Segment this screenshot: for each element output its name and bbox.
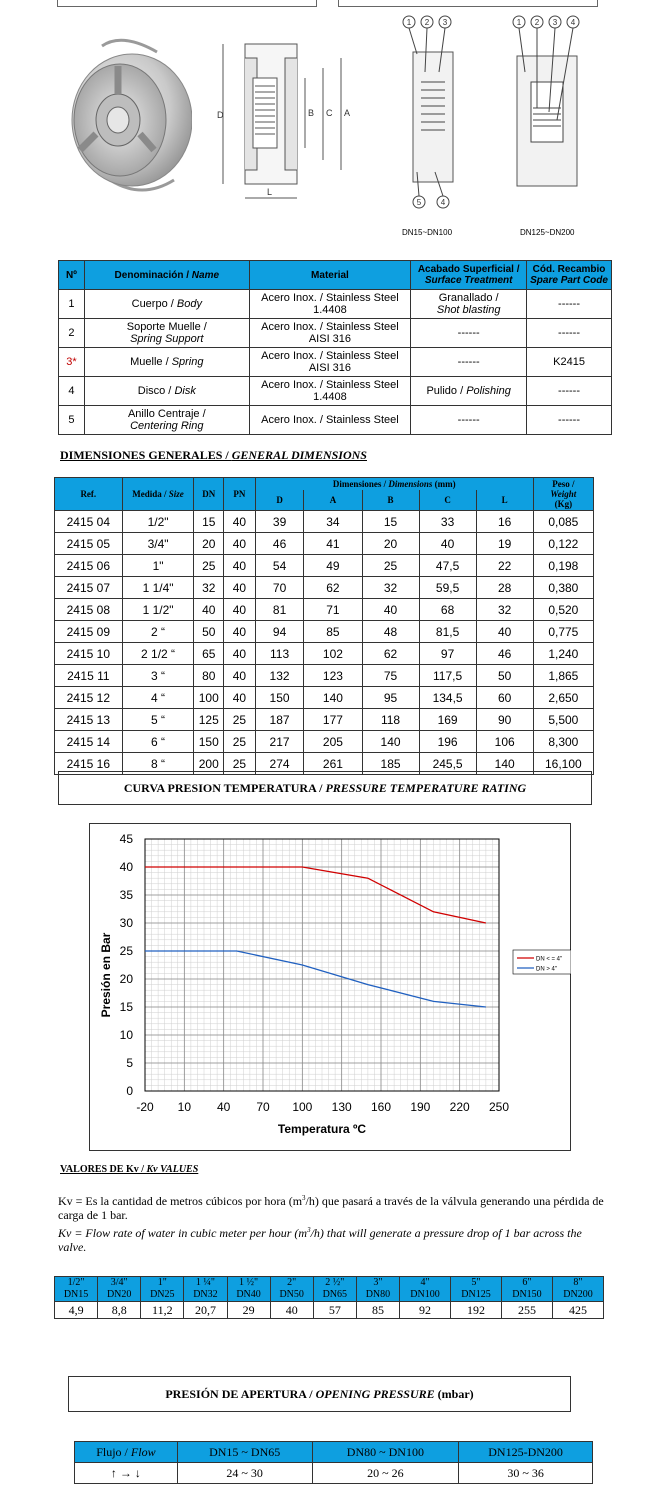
kv-values-cell: 425 (552, 1302, 603, 1319)
y-tick-label: 25 (119, 944, 133, 958)
dim-label-b: B (308, 108, 315, 118)
cell-b: 32 (362, 577, 419, 599)
kv-dns-cell: DN32 (184, 1289, 227, 1302)
kv-values-cell: 4,9 (55, 1302, 98, 1319)
cell-d: 46 (255, 533, 304, 555)
cell-dn: 200 (194, 753, 224, 775)
parts-row (59, 406, 612, 435)
cell-c: 33 (419, 511, 476, 533)
y-tick-label: 5 (126, 1056, 133, 1070)
header-b: B (362, 490, 419, 510)
cell-c: 196 (419, 731, 476, 753)
header-dn: DN (194, 478, 224, 511)
cell-ref: 2415 08 (55, 599, 123, 621)
kv-description-es: Kv = Es la cantidad de metros cúbicos por hora $(m^3/h)$ que pasará a través de la válvula generando una pérdida de carga de 1 bar. (58, 1194, 604, 1222)
cell-ref: 2415 14 (55, 731, 123, 753)
cell-d: 81 (255, 599, 304, 621)
part-number: 4 (59, 377, 85, 406)
cell-size: 1/2" (122, 511, 194, 533)
part-code: K2415 (527, 348, 612, 377)
cell-l: 32 (476, 599, 533, 621)
cell-size: 5 “ (122, 709, 194, 731)
cell-size: 2 “ (122, 621, 194, 643)
header-size: Medida / Size (122, 478, 194, 511)
cell-c: 245,5 (419, 753, 476, 775)
part-name: Disco / Disk (84, 377, 249, 406)
cell-dn: 80 (194, 665, 224, 687)
kv-dns-cell: DN150 (501, 1289, 552, 1302)
cell-pn: 25 (224, 731, 256, 753)
kv-table (54, 1276, 604, 1319)
kv-sizes-cell: 5" (450, 1277, 501, 1290)
cell-l: 50 (476, 665, 533, 687)
part-name: Anillo Centraje / Centering Ring (84, 406, 249, 435)
section-drawing-large (505, 12, 595, 202)
x-tick-label: 70 (256, 1100, 270, 1114)
dim-label-a: A (344, 108, 351, 118)
cell-ref: 2415 11 (55, 665, 123, 687)
x-tick-label: 220 (449, 1100, 470, 1114)
cell-l: 90 (476, 709, 533, 731)
header-ref: Ref. (55, 478, 123, 511)
kv-values-cell: 192 (450, 1302, 501, 1319)
cell-pn: 40 (224, 621, 256, 643)
kv-sizes-cell: 1 ¼" (184, 1277, 227, 1290)
caption-dn-small: DN15~DN100 (402, 228, 453, 237)
section-drawing-dimensions (205, 38, 355, 213)
x-tick-label: 160 (370, 1100, 392, 1114)
cell-dn: 32 (194, 577, 224, 599)
part-material: Acero Inox. / Stainless Steel 1.4408 (249, 377, 411, 406)
cell-a: 49 (304, 555, 362, 577)
kv-description-en: Kv = Flow rate of water in cubic meter per hour $(m^3/h)$ that will generate a pressure drop of 1 bar across the valve. (58, 1226, 582, 1254)
dimension-row (55, 511, 594, 533)
header-dn80-dn100: DN80 ~ DN100 (312, 1442, 459, 1463)
cell-ref: 2415 10 (55, 643, 123, 665)
header-name: Denominación / Name (84, 261, 249, 290)
cell-d: 70 (255, 577, 304, 599)
callout-2: 2 (424, 18, 430, 27)
cell-c: 169 (419, 709, 476, 731)
header-dn125-dn200: DN125-DN200 (459, 1442, 593, 1463)
cell-weight: 0,122 (533, 533, 593, 555)
part-surface: Pulido / Polishing (411, 377, 527, 406)
header-code: Cód. Recambio Spare Part Code (527, 261, 612, 290)
cell-ref: 2415 09 (55, 621, 123, 643)
kv-values-cell: 92 (400, 1302, 451, 1319)
dimension-row (55, 555, 594, 577)
cell-weight: 16,100 (533, 753, 593, 775)
cell-a: 85 (304, 621, 362, 643)
legend-label-1: DN < = 4" (536, 956, 563, 963)
dimension-row (55, 709, 594, 731)
parts-table (58, 260, 612, 435)
callout-5: 5 (416, 198, 422, 207)
cell-b: 62 (362, 643, 419, 665)
part-number: 3* (59, 348, 85, 377)
kv-sizes-cell: 2" (270, 1277, 313, 1290)
cell-l: 28 (476, 577, 533, 599)
x-tick-label: 250 (488, 1100, 510, 1114)
header-surface: Acabado Superficial / Surface Treatment (411, 261, 527, 290)
kv-dns-cell: DN200 (552, 1289, 603, 1302)
cell-d: 39 (255, 511, 304, 533)
part-code: ------ (527, 319, 612, 348)
dim-label-d: D (217, 110, 224, 120)
top-box-left (57, 0, 317, 7)
cell-l: 106 (476, 731, 533, 753)
header-d: D (255, 490, 304, 510)
cell-weight: 2,650 (533, 687, 593, 709)
kv-dns-cell: DN20 (98, 1289, 141, 1302)
cell-l: 40 (476, 621, 533, 643)
cell-weight: 5,500 (533, 709, 593, 731)
cell-dn: 100 (194, 687, 224, 709)
header-flow: Flujo / Flow (75, 1442, 178, 1463)
cell-b: 48 (362, 621, 419, 643)
cell-weight: 8,300 (533, 731, 593, 753)
y-tick-label: 35 (119, 888, 133, 902)
flow-arrows: ↑ → ↓ (75, 1463, 178, 1484)
kv-values-cell: 57 (313, 1302, 356, 1319)
pressure-temperature-chart (89, 823, 571, 1151)
top-box-right (338, 0, 598, 7)
cell-a: 123 (304, 665, 362, 687)
dimension-row (55, 599, 594, 621)
cell-c: 81,5 (419, 621, 476, 643)
x-tick-label: -20 (136, 1100, 154, 1114)
curve-title: CURVA PRESION TEMPERATURA / PRESSURE TEMPERATURE RATING (58, 771, 592, 805)
valve-photo (62, 30, 192, 205)
cell-weight: 0,520 (533, 599, 593, 621)
y-tick-label: 30 (119, 916, 133, 930)
cell-c: 40 (419, 533, 476, 555)
cell-pn: 40 (224, 577, 256, 599)
kv-sizes-cell: 1 ½" (227, 1277, 270, 1290)
part-surface: ------ (411, 348, 527, 377)
cell-b: 40 (362, 599, 419, 621)
parts-row (59, 319, 612, 348)
kv-dns-cell: DN50 (270, 1289, 313, 1302)
opening-value-small: 24 ~ 30 (177, 1463, 312, 1484)
cell-size: 1 1/4" (122, 577, 194, 599)
cell-pn: 40 (224, 533, 256, 555)
cell-a: 205 (304, 731, 362, 753)
dim-label-l: L (267, 187, 273, 197)
kv-sizes-cell: 8" (552, 1277, 603, 1290)
kv-dns-cell: DN65 (313, 1289, 356, 1302)
cell-b: 185 (362, 753, 419, 775)
opening-value-medium: 20 ~ 26 (312, 1463, 459, 1484)
cell-dn: 40 (194, 599, 224, 621)
cell-size: 8 “ (122, 753, 194, 775)
cell-dn: 150 (194, 731, 224, 753)
kv-sizes-cell: 3" (356, 1277, 399, 1290)
cell-l: 46 (476, 643, 533, 665)
kv-sizes-cell: 4" (400, 1277, 451, 1290)
y-tick-label: 20 (119, 972, 133, 986)
cell-dn: 65 (194, 643, 224, 665)
header-dn15-dn65: DN15 ~ DN65 (177, 1442, 312, 1463)
dim-label-c: C (326, 108, 333, 118)
header-pn: PN (224, 478, 256, 511)
parts-row (59, 377, 612, 406)
kv-values-cell: 85 (356, 1302, 399, 1319)
y-tick-label: 15 (119, 1000, 133, 1014)
cell-a: 34 (304, 511, 362, 533)
cell-a: 62 (304, 577, 362, 599)
part-name: Cuerpo / Body (84, 290, 249, 319)
cell-a: 41 (304, 533, 362, 555)
callout-4: 4 (440, 198, 446, 207)
cell-dn: 20 (194, 533, 224, 555)
x-tick-label: 10 (177, 1100, 192, 1114)
kv-values-cell: 255 (501, 1302, 552, 1319)
part-name: Muelle / Spring (84, 348, 249, 377)
callout-large-2: 2 (534, 18, 540, 27)
callout-large-1: 1 (516, 18, 522, 27)
cell-l: 22 (476, 555, 533, 577)
y-tick-label: 45 (119, 832, 133, 846)
part-material: Acero Inox. / Stainless Steel (249, 406, 411, 435)
kv-values-cell: 11,2 (141, 1302, 184, 1319)
cell-a: 261 (304, 753, 362, 775)
cell-d: 94 (255, 621, 304, 643)
cell-weight: 0,380 (533, 577, 593, 599)
header-dimensions: Dimensiones / Dimensions (mm) (255, 478, 533, 491)
section-drawing-small (395, 12, 475, 212)
cell-dn: 50 (194, 621, 224, 643)
x-axis-label: Temperatura ºC (277, 1122, 367, 1136)
callout-large-4: 4 (570, 18, 576, 27)
kv-dns-cell: DN40 (227, 1289, 270, 1302)
x-tick-label: 40 (216, 1100, 231, 1114)
cell-l: 16 (476, 511, 533, 533)
dimension-row (55, 643, 594, 665)
part-surface: ------ (411, 319, 527, 348)
cell-d: 150 (255, 687, 304, 709)
kv-sizes-cell: 6" (501, 1277, 552, 1290)
cell-pn: 40 (224, 555, 256, 577)
cell-weight: 1,240 (533, 643, 593, 665)
part-surface: Granallado / Shot blasting (411, 290, 527, 319)
cell-ref: 2415 16 (55, 753, 123, 775)
cell-d: 217 (255, 731, 304, 753)
header-l: L (476, 490, 533, 510)
cell-c: 68 (419, 599, 476, 621)
x-tick-label: 190 (410, 1100, 431, 1114)
kv-sizes-cell: 3/4" (98, 1277, 141, 1290)
opening-pressure-title: PRESIÓN DE APERTURA / OPENING PRESSURE (mbar) (68, 1376, 571, 1412)
header-material: Material (249, 261, 411, 290)
cell-b: 118 (362, 709, 419, 731)
part-number: 5 (59, 406, 85, 435)
dimension-row (55, 665, 594, 687)
cell-ref: 2415 12 (55, 687, 123, 709)
dimension-row (55, 687, 594, 709)
cell-c: 47,5 (419, 555, 476, 577)
cell-c: 134,5 (419, 687, 476, 709)
cell-b: 140 (362, 731, 419, 753)
cell-l: 60 (476, 687, 533, 709)
callout-3: 3 (442, 18, 448, 27)
kv-dns-cell: DN100 (400, 1289, 451, 1302)
part-material: Acero Inox. / Stainless Steel 1.4408 (249, 290, 411, 319)
cell-l: 140 (476, 753, 533, 775)
cell-b: 15 (362, 511, 419, 533)
legend-label-2: DN > 4" (536, 966, 557, 973)
parts-row (59, 290, 612, 319)
cell-b: 95 (362, 687, 419, 709)
part-surface: ------ (411, 406, 527, 435)
kv-dns-cell: DN25 (141, 1289, 184, 1302)
callout-1: 1 (406, 18, 412, 27)
header-weight: Peso / Weight (Kg) (533, 478, 593, 511)
cell-size: 3 “ (122, 665, 194, 687)
cell-pn: 40 (224, 511, 256, 533)
part-code: ------ (527, 406, 612, 435)
cell-l: 19 (476, 533, 533, 555)
part-code: ------ (527, 290, 612, 319)
kv-values-cell: 29 (227, 1302, 270, 1319)
kv-dns-cell: DN80 (356, 1289, 399, 1302)
header-no: Nº (59, 261, 85, 290)
cell-dn: 15 (194, 511, 224, 533)
dimension-row (55, 621, 594, 643)
part-material: Acero Inox. / Stainless Steel AISI 316 (249, 319, 411, 348)
cell-size: 4 “ (122, 687, 194, 709)
cell-d: 132 (255, 665, 304, 687)
parts-row (59, 348, 612, 377)
callout-large-3: 3 (552, 18, 558, 27)
cell-d: 187 (255, 709, 304, 731)
cell-weight: 1,865 (533, 665, 593, 687)
kv-sizes-cell: 2 ½" (313, 1277, 356, 1290)
cell-dn: 125 (194, 709, 224, 731)
kv-title: VALORES DE Kv / Kv VALUES (60, 1164, 199, 1175)
cell-b: 20 (362, 533, 419, 555)
cell-c: 97 (419, 643, 476, 665)
header-c: C (419, 490, 476, 510)
dimension-row (55, 533, 594, 555)
cell-c: 117,5 (419, 665, 476, 687)
part-name: Soporte Muelle / Spring Support (84, 319, 249, 348)
cell-size: 6 “ (122, 731, 194, 753)
cell-size: 2 1/2 “ (122, 643, 194, 665)
cell-ref: 2415 07 (55, 577, 123, 599)
kv-values-cell: 40 (270, 1302, 313, 1319)
cell-d: 113 (255, 643, 304, 665)
y-axis-label: Presión en Bar (99, 932, 113, 1018)
dimensions-title: DIMENSIONES GENERALES / GENERAL DIMENSIONS (60, 448, 367, 462)
cell-ref: 2415 05 (55, 533, 123, 555)
part-code: ------ (527, 377, 612, 406)
cell-size: 3/4" (122, 533, 194, 555)
cell-weight: 0,775 (533, 621, 593, 643)
cell-weight: 0,198 (533, 555, 593, 577)
cell-a: 140 (304, 687, 362, 709)
cell-a: 177 (304, 709, 362, 731)
cell-d: 54 (255, 555, 304, 577)
dimension-row (55, 577, 594, 599)
cell-pn: 40 (224, 687, 256, 709)
cell-c: 59,5 (419, 577, 476, 599)
cell-a: 102 (304, 643, 362, 665)
x-tick-label: 130 (331, 1100, 352, 1114)
cell-pn: 40 (224, 643, 256, 665)
cell-size: 1" (122, 555, 194, 577)
opening-pressure-table (74, 1441, 593, 1484)
header-a: A (304, 490, 362, 510)
cell-ref: 2415 06 (55, 555, 123, 577)
kv-sizes-cell: 1/2" (55, 1277, 98, 1290)
opening-value-large: 30 ~ 36 (459, 1463, 593, 1484)
kv-dns-cell: DN15 (55, 1289, 98, 1302)
y-tick-label: 40 (119, 860, 133, 874)
x-tick-label: 100 (292, 1100, 313, 1114)
cell-dn: 25 (194, 555, 224, 577)
kv-values-cell: 20,7 (184, 1302, 227, 1319)
cell-weight: 0,085 (533, 511, 593, 533)
cell-ref: 2415 13 (55, 709, 123, 731)
cell-ref: 2415 04 (55, 511, 123, 533)
cell-b: 75 (362, 665, 419, 687)
parts-header-row (59, 261, 612, 290)
cell-size: 1 1/2" (122, 599, 194, 621)
part-material: Acero Inox. / Stainless Steel AISI 316 (249, 348, 411, 377)
part-number: 2 (59, 319, 85, 348)
kv-dns-cell: DN125 (450, 1289, 501, 1302)
cell-pn: 40 (224, 599, 256, 621)
cell-a: 71 (304, 599, 362, 621)
dimensions-table (54, 477, 594, 775)
caption-dn-large: DN125~DN200 (520, 228, 575, 237)
cell-d: 274 (255, 753, 304, 775)
cell-pn: 25 (224, 753, 256, 775)
cell-pn: 40 (224, 665, 256, 687)
kv-values-cell: 8,8 (98, 1302, 141, 1319)
dimension-row (55, 731, 594, 753)
part-number: 1 (59, 290, 85, 319)
y-tick-label: 10 (119, 1028, 133, 1042)
cell-pn: 25 (224, 709, 256, 731)
y-tick-label: 0 (126, 1084, 133, 1098)
kv-sizes-cell: 1" (141, 1277, 184, 1290)
cell-b: 25 (362, 555, 419, 577)
